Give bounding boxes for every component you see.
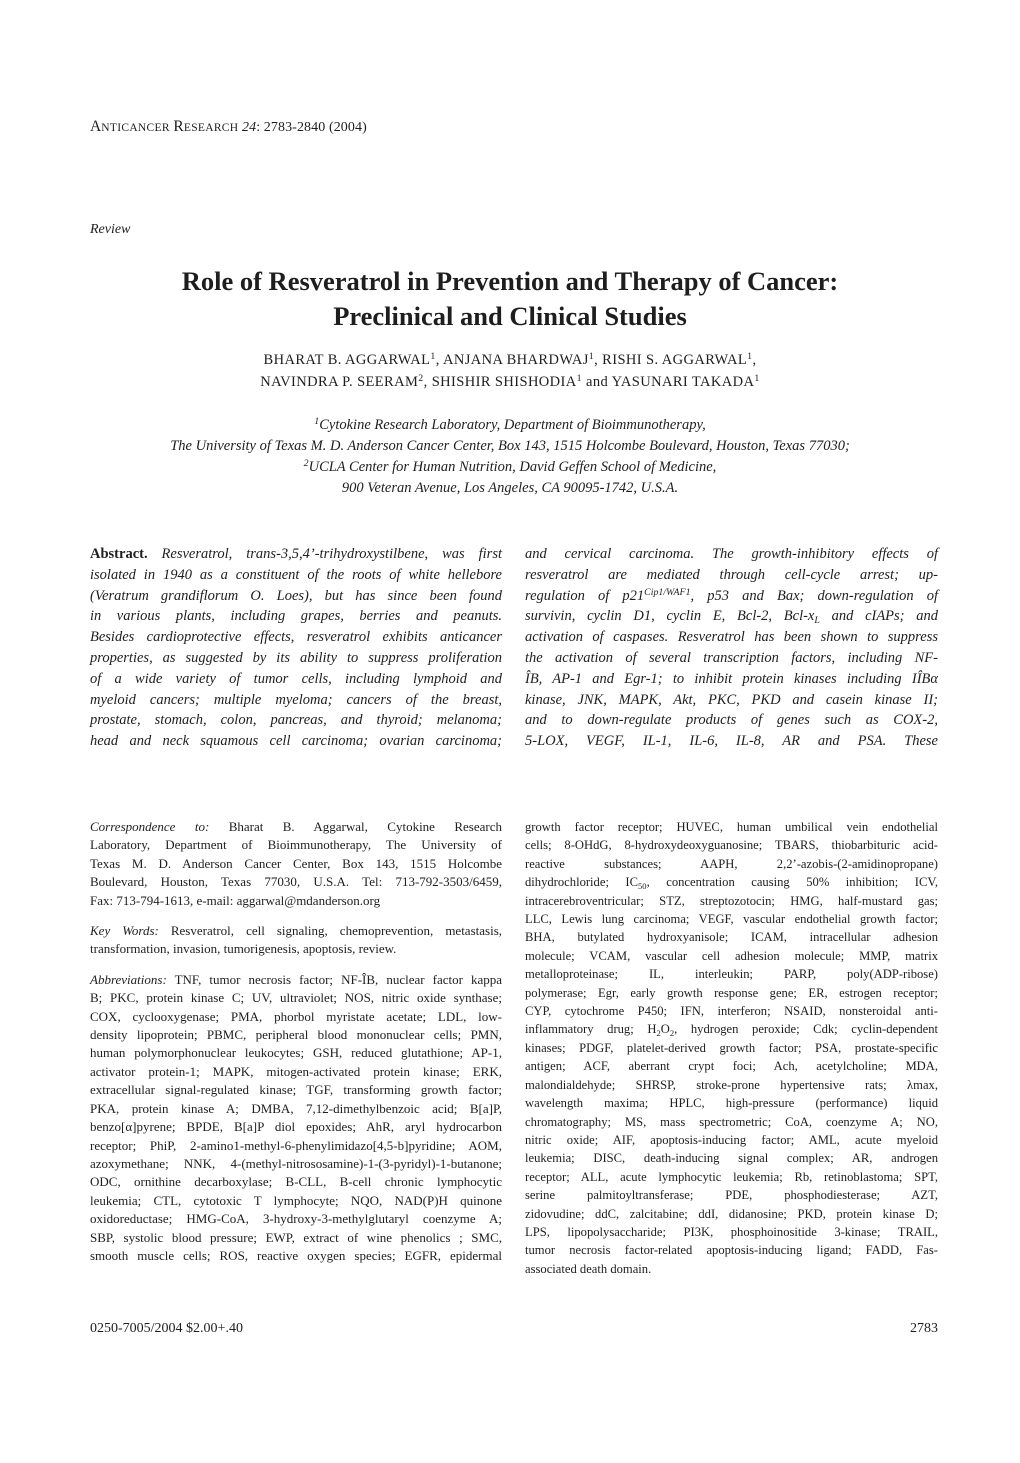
journal-name-rest-a: NTICANCER: [101, 122, 170, 134]
author-conjunction: and: [581, 374, 612, 390]
abstract-line: ÎB, AP-1 and Egr-1; to inhibit protein kinases including IÎBα: [525, 670, 938, 687]
abbreviations-subscript: 2: [669, 1028, 675, 1039]
author-name: BHARAT B. AGGARWAL: [263, 352, 431, 368]
abbreviations-line: serine palmitoyltransferase; PDE, phosphodiesterase; AZT,: [525, 1188, 938, 1203]
paper-title: [60, 264, 960, 334]
author-affiliation-mark: 1: [747, 351, 753, 363]
abbreviations-line: LPS, lipopolysaccharide; PI3K, phosphoinositide 3-kinase; TRAIL,: [525, 1224, 938, 1239]
abstract-line: [90, 544, 502, 565]
correspondence-line: Boulevard, Houston, Texas 77030, U.S.A. Tel: 713-792-3503/6459,: [90, 874, 502, 890]
abstract-line: 5-LOX, VEGF, IL-1, IL-6, IL-8, AR and PSA. These: [525, 733, 938, 750]
abstract-text: , p53 and Bax; down-regulation of: [690, 587, 939, 604]
abbreviations-line: reactive substances; AAPH, 2,2’-azobis-(2-amidinopropane): [525, 856, 938, 871]
abbreviations-label: Abbreviations:: [90, 971, 167, 987]
abbreviations-line: smooth muscle cells; ROS, reactive oxygen species; EGFR, epidermal: [90, 1247, 502, 1263]
abbreviations-line: tumor necrosis factor-related apoptosis-inducing ligand; FADD, Fas-: [525, 1243, 938, 1258]
abbreviations-line: LLC, Lewis lung carcinoma; VEGF, vascular endothelial growth factor;: [525, 912, 938, 927]
correspondence-line: Fax: 713-794-1613, e-mail: aggarwal@mdanderson.org: [90, 892, 381, 908]
author-line-2: [60, 371, 960, 393]
keywords-line: [90, 922, 502, 940]
abbreviations-line: oxidoreductase; HMG-CoA, 3-hydroxy-3-methylglutaryl coenzyme A;: [90, 1211, 502, 1227]
abstract-heading: Abstract.: [90, 546, 148, 562]
abstract-line: [525, 586, 938, 607]
author-affiliation-mark: 1: [754, 373, 760, 385]
abbreviations-line: PKA, protein kinase A; DMBA, 7,12-dimethylbenzoic acid; B[a]P,: [90, 1100, 502, 1116]
abstract-line: activation of caspases. Resveratrol has been shown to suppress: [525, 629, 938, 646]
abstract-line: Besides cardioprotective effects, resveratrol exhibits anticancer: [90, 629, 502, 646]
abbreviations-line: polymerase; Egr, early growth response gene; ER, estrogen receptor;: [525, 985, 938, 1000]
author-name: YASUNARI TAKADA: [611, 374, 755, 390]
abstract-line: isolated in 1940 as a constituent of the roots of white hellebore: [90, 566, 502, 583]
paragraph-gap: [90, 910, 502, 922]
page-number: 2783: [910, 1321, 938, 1336]
abstract-text: regulation of p21: [525, 587, 645, 604]
affiliation-line-1: [40, 415, 980, 436]
abbreviations-line: antigen; ACF, aberrant crypt foci; Ach, acetylcholine; MDA,: [525, 1059, 938, 1074]
author-separator: ,: [423, 374, 432, 390]
abbreviations-line: malondialdehyde; SHRSP, stroke-prone hypertensive rats; λmax,: [525, 1077, 938, 1092]
author-separator: ,: [435, 352, 443, 368]
abbreviations-subscript: 2: [656, 1028, 661, 1039]
abbreviations-line: COX, cyclooxygenase; PMA, phorbol myristate acetate; LDL, low-: [90, 1008, 502, 1024]
abstract-line: kinase, JNK, MAPK, Akt, PKC, PKD and casein kinase II;: [525, 691, 938, 708]
abbreviations-text: , concentration causing 50% inhibition; ICV,: [646, 875, 938, 890]
abbreviations-line: wavelength maxima; HPLC, high-pressure (performance) liquid: [525, 1096, 938, 1111]
author-separator: ,: [752, 352, 757, 368]
correspondence-line: [90, 818, 502, 836]
journal-header: [90, 118, 367, 136]
journal-volume: 24: [241, 120, 257, 135]
abbreviations-line: SBP, systolic blood pressure; EWP, extract of wine phenolics ; SMC,: [90, 1229, 502, 1245]
correspondence-text: Bharat B. Aggarwal, Cytokine Research: [209, 819, 502, 834]
author-list: [60, 349, 960, 393]
abbreviations-line: density lipoprotein; PBMC, peripheral blood mononuclear cells; PMN,: [90, 1027, 502, 1043]
abstract-line: prostate, stomach, colon, pancreas, and thyroid; melanoma;: [90, 712, 502, 729]
abbreviations-line: activator protein-1; MAPK, mitogen-activated protein kinase; ERK,: [90, 1063, 502, 1079]
affiliation-mark: 2: [303, 458, 309, 470]
correspondence-line: Laboratory, Department of Bioimmunotherapy, The University of: [90, 837, 502, 853]
abbreviations-line: growth factor receptor; HUVEC, human umbilical vein endothelial: [525, 820, 938, 834]
abbreviations-line: chromatography; MS, mass spectrometric; CoA, coenzyme A; NO,: [525, 1114, 938, 1129]
affiliation-line-4: 900 Veteran Avenue, Los Angeles, CA 90095-1742, U.S.A.: [341, 480, 679, 496]
author-affiliation-mark: 1: [588, 351, 595, 363]
abbreviations-line: kinases; PDGF, platelet-derived growth factor; PSA, prostate-specific: [525, 1040, 938, 1055]
abbreviations-text: dihydrochloride; IC: [525, 875, 639, 890]
abbreviations-line: associated death domain.: [525, 1261, 652, 1276]
abbreviations-subscript: 50: [638, 880, 647, 891]
abbreviations-line: ODC, ornithine decarboxylase; B-CLL, B-cell chronic lymphocytic: [90, 1174, 502, 1190]
affiliation-text: Cytokine Research Laboratory, Department of Bioimmunotherapy,: [319, 417, 706, 433]
author-affiliation-mark: 1: [430, 351, 436, 363]
author-name: ANJANA BHARDWAJ: [442, 352, 589, 368]
abstract-left-column: [90, 544, 502, 752]
abbreviations-line: benzo[α]pyrene; BPDE, B[a]P diol epoxides; AhR, aryl hydrocarbon: [90, 1119, 502, 1135]
abbreviations-line: receptor; ALL, acute lymphocytic leukemia; Rb, retinoblastoma; SPT,: [525, 1169, 938, 1184]
abbreviations-line: azoxymethane; NNK, 4-(methyl-nitrososamine)-1-(3-pyridyl)-1-butanone;: [90, 1155, 502, 1171]
keywords-line: transformation, invasion, tumorigenesis, apoptosis, review.: [90, 941, 397, 957]
abbreviations-line: human polymorphonuclear leukocytes; GSH, reduced glutathione; AP-1,: [90, 1045, 502, 1061]
abstract-line: of a wide variety of tumor cells, including lymphoid and: [90, 670, 502, 687]
abstract-line: [525, 606, 938, 627]
correspondence-label: Correspondence to:: [90, 819, 210, 834]
title-line-2: Preclinical and Clinical Studies: [333, 301, 687, 331]
author-separator: ,: [594, 352, 603, 368]
journal-name-initial-r: R: [173, 118, 184, 135]
abbreviations-text: O: [660, 1022, 670, 1037]
journal-pages-year: : 2783-2840 (2004): [256, 120, 367, 135]
front-matter-right-column: [525, 818, 938, 1278]
author-line-1: [60, 349, 960, 371]
abbreviations-line: leukemia; CTL, cytotoxic T lymphocyte; NQO, NAD(P)H quinone: [90, 1192, 502, 1208]
abbreviations-text: , hydrogen peroxide; Cdk; cyclin-dependent: [674, 1022, 938, 1037]
affiliation-text: UCLA Center for Human Nutrition, David Geffen School of Medicine,: [308, 459, 717, 475]
abbreviations-line: extracellular signal-regulated kinase; TGF, transforming growth factor;: [90, 1082, 502, 1098]
journal-name-initial-a: A: [90, 118, 102, 135]
abstract-line: (Veratrum grandiflorum O. Loes), but has since been found: [90, 587, 502, 604]
abstract-right-column: [525, 544, 938, 752]
abbreviations-line: cells; 8-OHdG, 8-hydroxydeoxyguanosine; TBARS, thiobarbituric acid-: [525, 838, 938, 853]
abstract-superscript: Cip1/WAF1: [644, 586, 691, 598]
abbreviations-line: CYP, cytochrome P450; IFN, interferon; NSAID, nonsteroidal anti-: [525, 1004, 938, 1019]
section-label: Review: [90, 222, 131, 237]
keywords-text: Resveratrol, cell signaling, chemoprevention, metastasis,: [158, 923, 503, 939]
journal-name-rest-r: ESEARCH: [183, 122, 239, 134]
author-affiliation-mark: 2: [418, 373, 424, 385]
affiliation-mark: 1: [314, 416, 320, 428]
abbreviations-line: molecule; VCAM, vascular cell adhesion molecule; MMP, matrix: [525, 948, 938, 963]
abbreviations-text: inflammatory drug; H: [525, 1022, 657, 1037]
abstract-subscript: L: [814, 615, 820, 627]
abstract-line: the activation of several transcription factors, including NF-: [525, 649, 938, 666]
abbreviations-line: metalloproteinase; IL, interleukin; PARP, poly(ADP-ribose): [525, 967, 938, 982]
abstract-text: and cIAPs; and: [819, 608, 938, 625]
abbreviations-line: BHA, butylated hydroxyanisole; ICAM, intracellular adhesion: [525, 930, 938, 945]
abstract-line: myeloid cancers; multiple myeloma; cancers of the breast,: [90, 691, 502, 708]
abbreviations-text: TNF, tumor necrosis factor; NF-ÎB, nuclear factor kappa: [166, 971, 502, 987]
affiliation-line-2: The University of Texas M. D. Anderson Cancer Center, Box 143, 1515 Holcombe Boulevard, Houston, Texas 77030;: [170, 438, 850, 454]
front-matter-left-column: [90, 818, 502, 1265]
author-name: SHISHIR SHISHODIA: [431, 374, 577, 390]
abstract-text: survivin, cyclin D1, cyclin E, Bcl-2, Bcl-x: [525, 608, 815, 625]
abbreviations-line: [525, 1020, 938, 1038]
paragraph-gap: [90, 959, 502, 971]
abbreviations-line: receptor; PhiP, 2-amino1-methyl-6-phenylimidazo[4,5-b]pyridine; AOM,: [90, 1137, 502, 1153]
abbreviations-line: leukemia; DISC, death-inducing signal complex; AR, androgen: [525, 1151, 938, 1166]
abbreviations-line: [525, 873, 938, 891]
abstract-text: Resveratrol, trans-3,5,4’-trihydroxystilbene, was first: [147, 546, 502, 562]
correspondence-line: Texas M. D. Anderson Cancer Center, Box 143, 1515 Holcombe: [90, 855, 502, 871]
title-line-1: Role of Resveratrol in Prevention and Therapy of Cancer:: [181, 266, 839, 296]
abbreviations-line: B; PKC, protein kinase C; UV, ultraviolet; NOS, nitric oxide synthase;: [90, 990, 502, 1006]
author-name: RISHI S. AGGARWAL: [602, 352, 748, 368]
copyright-code: 0250-7005/2004 $2.00+.40: [90, 1321, 243, 1336]
abstract-line: and to down-regulate products of genes such as COX-2,: [525, 712, 938, 729]
abbreviations-line: intracerebroventricular; STZ, streptozotocin; HMG, half-mustard gas;: [525, 893, 938, 908]
abstract-line: in various plants, including grapes, berries and peanuts.: [90, 608, 502, 625]
author-name: NAVINDRA P. SEERAM: [260, 374, 419, 390]
abstract-line: head and neck squamous cell carcinoma; ovarian carcinoma;: [90, 733, 502, 750]
abstract-line: and cervical carcinoma. The growth-inhibitory effects of: [525, 546, 938, 562]
affiliations: [40, 415, 980, 499]
abstract-line: resveratrol are mediated through cell-cycle arrest; up-: [525, 566, 938, 583]
abstract-line: properties, as suggested by its ability to suppress proliferation: [90, 649, 502, 666]
abbreviations-line: zidovudine; ddC, zalcitabine; ddI, didanosine; PKD, protein kinase D;: [525, 1206, 938, 1221]
abbreviations-line: [90, 971, 502, 989]
author-affiliation-mark: 1: [576, 373, 582, 385]
keywords-label: Key Words:: [90, 923, 159, 939]
affiliation-line-3: [40, 457, 980, 478]
abbreviations-line: nitric oxide; AIF, apoptosis-inducing factor; AML, acute myeloid: [525, 1132, 938, 1147]
